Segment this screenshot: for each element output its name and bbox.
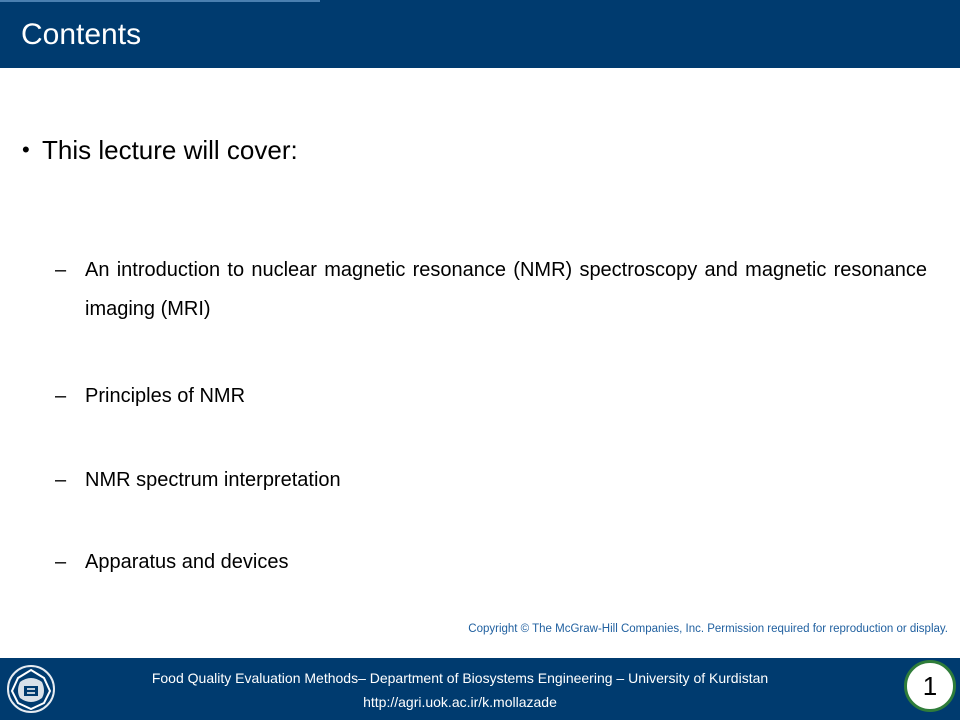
- list-item: [55, 377, 927, 416]
- copyright-notice: Copyright © The McGraw-Hill Companies, Inc. Permission required for reproduction or display.: [468, 623, 948, 635]
- dash-marker: –: [55, 551, 67, 573]
- header-bar: [0, 0, 960, 68]
- header-accent-line: [0, 0, 320, 2]
- list-item-text: NMR spectrum interpretation: [85, 469, 341, 491]
- list-item: [55, 251, 927, 329]
- list-item: [55, 543, 927, 582]
- main-bullet: [22, 131, 298, 169]
- slide-title: Contents: [21, 18, 142, 51]
- dash-marker: –: [55, 259, 67, 281]
- dash-marker: –: [55, 385, 67, 407]
- page-number-badge: 1: [904, 660, 956, 712]
- list-item-text: Principles of NMR: [85, 385, 246, 407]
- bullet-dot: •: [22, 137, 30, 162]
- list-item-text: Apparatus and devices: [85, 551, 289, 573]
- footer-url[interactable]: http://agri.uok.ac.ir/k.mollazade: [363, 694, 557, 710]
- list-item-text: An introduction to nuclear magnetic resonance (NMR) spectroscopy and magnetic resonance imaging (MRI): [85, 259, 927, 320]
- footer-bar: [0, 658, 960, 720]
- main-bullet-text: This lecture will cover:: [42, 135, 298, 165]
- footer-course-info: Food Quality Evaluation Methods– Department of Biosystems Engineering – University of Kurdistan: [151, 670, 769, 686]
- dash-marker: –: [55, 469, 67, 491]
- list-item: [55, 461, 927, 500]
